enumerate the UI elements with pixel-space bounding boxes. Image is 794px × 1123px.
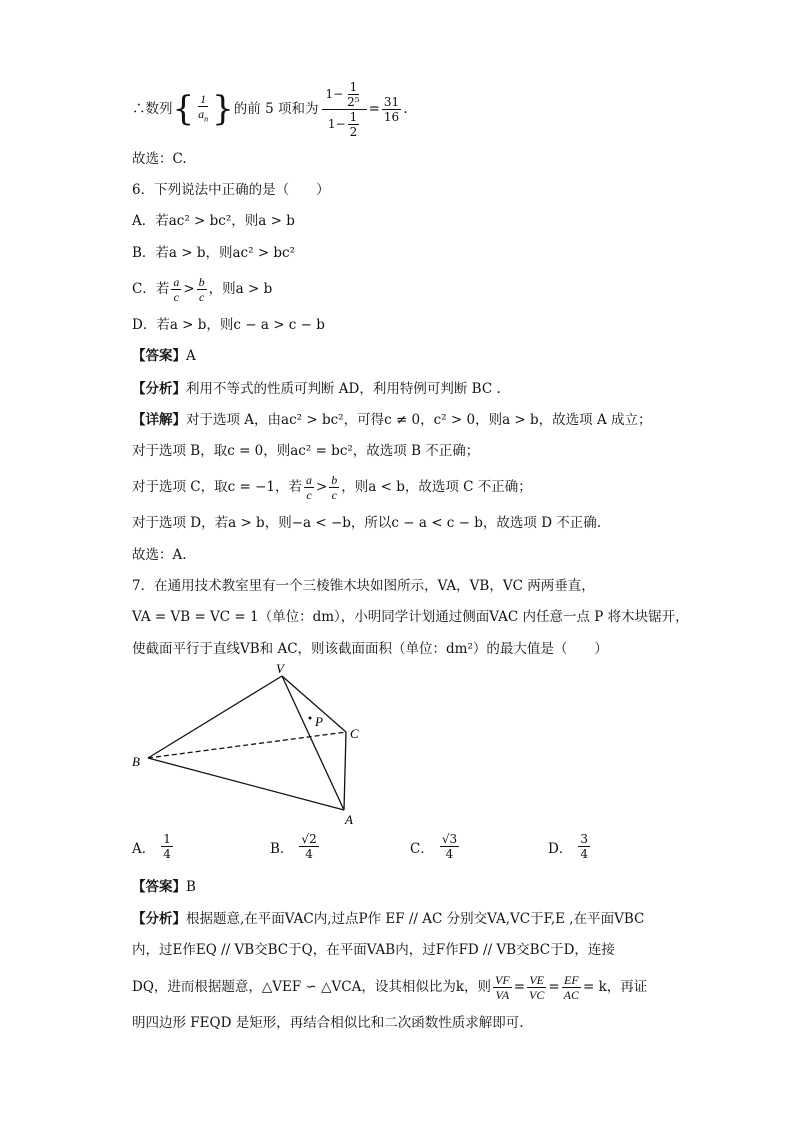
q7-analysis-4: 明四边形 FEQD 是矩形，再结合相似比和二次函数性质求解即可.: [132, 1015, 524, 1031]
q7-option-c: C． $\frac{√3}{4}$: [410, 832, 458, 861]
edge-vc: [282, 676, 346, 732]
q6-detail-3: 对于选项 C，取c = −1，若 $\frac{a}{c}$ > $\frac{b}{c}$ ，则a < b，故选项 C 不正确；: [132, 472, 532, 502]
q6-choice: 故选：A.: [132, 547, 187, 563]
label-c: C: [350, 726, 359, 741]
seq-numerator: 1: [200, 91, 207, 106]
label-v: V: [276, 662, 284, 676]
q7-stem-3: 使截面平行于直线VB和 AC，则该截面面积（单位：dm²）的最大值是（ ）: [132, 641, 608, 657]
q6-option-a: A．若ac² > bc²，则a > b: [132, 213, 295, 229]
q7-analysis-2: 内，过E作EQ // VB交BC于Q，在平面VAB内，过F作FD // VB交BC于D，连接: [132, 942, 615, 958]
q6-analysis: 【分析】利用不等式的性质可判断 AD，利用特例可判断 BC .: [132, 381, 501, 397]
seq-denominator: $a_n$: [198, 106, 209, 124]
q7-answer: 【答案】B: [132, 879, 196, 895]
q6-detail-4: 对于选项 D，若a > b，则−a < −b，所以c − a < c − b，故选项 D 不正确.: [132, 515, 602, 531]
q6-detail-1: 【详解】对于选项 A，由ac² > bc²，可得c ≠ 0，c² > 0，则a > b，故选项 A 成立；: [132, 412, 652, 428]
sum-big-fraction: 1− $\frac{1}{\text{2⁵}}$ 1− $\frac{1}{2}$: [322, 80, 366, 139]
sum-middle: 的前 5 项和为: [233, 101, 319, 117]
q6-option-b: B．若a > b，则ac² > bc²: [132, 245, 296, 261]
q7-option-a: A． $\frac{1}{4}$: [132, 832, 171, 861]
sum-statement: ∴数列 { $\frac{1}{a_n}$ } 的前 5 项和为 1− $\frac{1}{\text{2⁵}}$ 1− $\frac{1}{2}$ = $\frac{31}{16}$ .: [132, 79, 408, 139]
point-p: [309, 717, 312, 720]
right-brace-icon: }: [212, 89, 234, 129]
edge-bc-dashed: [148, 732, 346, 758]
q7-option-b: B． $\frac{√2}{4}$: [270, 832, 317, 861]
q7-stem-2: VA = VB = VC = 1（单位：dm），小明同学计划通过侧面VAC 内任意一点 P 将木块锯开，: [132, 609, 689, 625]
q5-choice: 故选：C.: [132, 151, 187, 167]
label-a: A: [345, 812, 353, 827]
label-b: B: [132, 754, 140, 769]
edge-va: [282, 676, 344, 810]
sum-prefix: ∴数列: [132, 101, 173, 117]
q6-detail-2: 对于选项 B，取c = 0，则ac² = bc²，故选项 B 不正确；: [132, 443, 480, 459]
q7-analysis-3: DQ，进而根据题意，△VEF ∽ △VCA，设其相似比为k，则 $\frac{VF}{VA}$ = $\frac{VE}{VC}$ = $\frac{EF}{AC}$ = k，再证: [132, 972, 648, 1002]
q6-option-c: C．若 $\frac{a}{c}$ > $\frac{b}{c}$ ，则a > b: [132, 274, 273, 304]
sequence-term: [196, 92, 210, 126]
label-p: P: [315, 714, 323, 729]
q6-option-d: D．若a > b，则c − a > c − b: [132, 317, 325, 333]
q6-stem: 6．下列说法中正确的是（ ）: [132, 182, 330, 198]
edge-vb: [148, 676, 282, 758]
edge-ba: [148, 758, 344, 810]
tetrahedron-figure: [126, 662, 376, 827]
left-brace-icon: {: [172, 89, 195, 129]
equals-sign: =: [368, 101, 380, 117]
sum-result: $\frac{31}{16}$: [383, 94, 400, 124]
q7-option-d: D． $\frac{3}{4}$: [548, 832, 588, 861]
q7-stem-1: 7．在通用技术教室里有一个三棱锥木块如图所示，VA，VB，VC 两两垂直，: [132, 578, 595, 594]
edge-ca: [344, 732, 346, 810]
q6-answer: 【答案】A: [132, 348, 196, 364]
q7-analysis-1: 【分析】根据题意,在平面VAC内,过点P作 EF // AC 分别交VA,VC于F,E ,在平面VBC: [132, 911, 645, 927]
